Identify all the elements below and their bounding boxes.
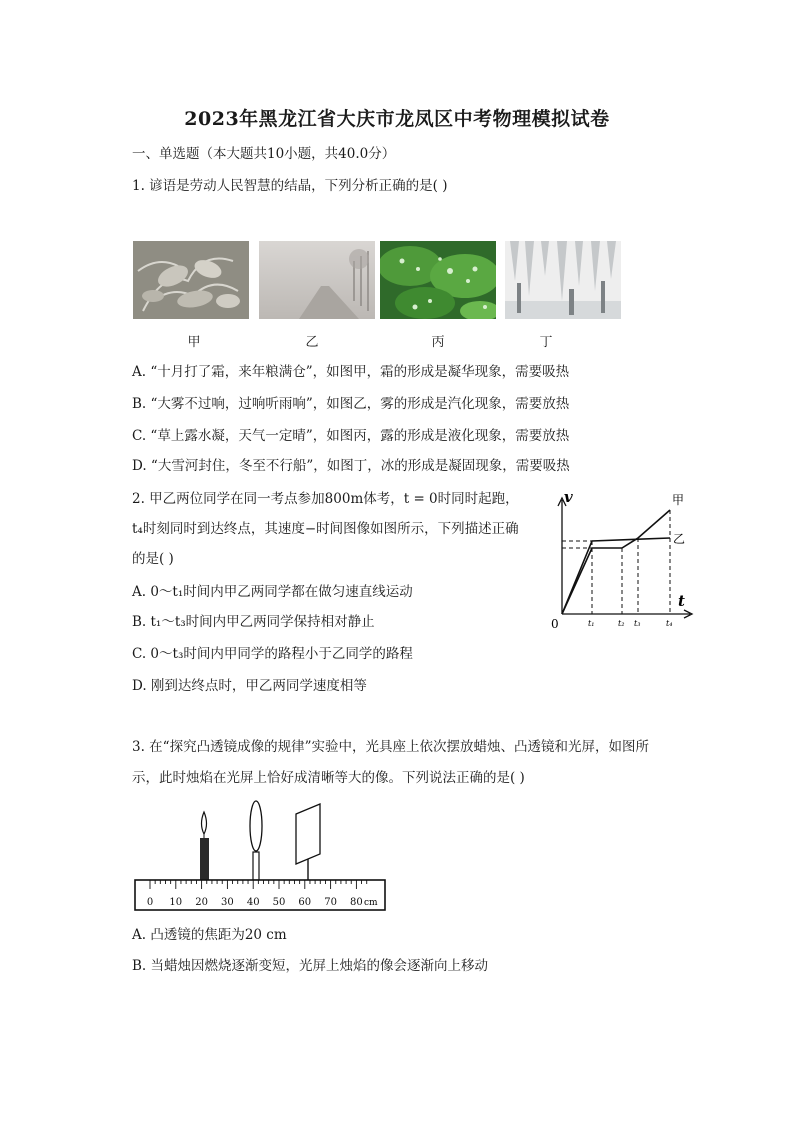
page-title: 2023年黑龙江省大庆市龙凤区中考物理模拟试卷 xyxy=(184,108,610,130)
caption-jia: 甲 xyxy=(187,335,201,350)
ruler-label: 50 xyxy=(272,897,286,908)
frost-photo xyxy=(133,241,249,319)
ruler-unit: cm xyxy=(364,898,378,908)
q3-option-b: B. 当蜡烛因燃烧逐渐变短，光屏上烛焰的像会逐渐向上移动 xyxy=(132,958,489,974)
dew-photo xyxy=(380,241,496,319)
q1-option-d: D. “大雪河封住，冬至不行船”，如图丁，冰的形成是凝固现象，需要吸热 xyxy=(132,458,570,474)
q1-option-a: A. “十月打了霜，来年粮满仓”，如图甲，霜的形成是凝华现象，需要吸热 xyxy=(132,364,570,380)
ruler-label: 30 xyxy=(221,897,234,908)
velocity-time-graph xyxy=(546,488,696,632)
origin-label: 0 xyxy=(551,617,559,631)
q2-option-a: A. 0～t₁时间内甲乙两同学都在做匀速直线运动 xyxy=(132,584,413,600)
q2-stem-line-1: 2. 甲乙两位同学在同一考点参加800m体考，t = 0时同时起跑， xyxy=(132,491,519,507)
q1-option-c: C. “草上露水凝，天气一定晴”，如图丙，露的形成是液化现象，需要放热 xyxy=(132,428,570,444)
candle-body xyxy=(200,838,209,880)
tick-t2: t₂ xyxy=(618,619,625,628)
tick-t4: t₄ xyxy=(666,619,673,628)
q3-stem-line-1: 3. 在“探究凸透镜成像的规律”实验中，光具座上依次摆放蜡烛、凸透镜和光屏，如图所 xyxy=(132,739,649,755)
q3-stem-line-2: 示，此时烛焰在光屏上恰好成清晰等大的像。下列说法正确的是( ) xyxy=(132,770,525,786)
jia-label: 甲 xyxy=(672,493,685,507)
convex-lens xyxy=(250,801,262,880)
light-screen xyxy=(296,804,320,880)
ruler-label: 70 xyxy=(324,897,337,908)
candle-flame xyxy=(202,812,207,834)
ice-photo xyxy=(505,241,621,319)
caption-ding: 丁 xyxy=(539,335,553,350)
v-label: v xyxy=(564,488,573,506)
ruler-label: 20 xyxy=(195,897,208,908)
yi-line xyxy=(562,538,670,614)
q2-option-c: C. 0～t₃时间内甲同学的路程小于乙同学的路程 xyxy=(132,646,413,662)
q3-option-a: A. 凸透镜的焦距为20 cm xyxy=(132,927,287,943)
ruler-label: 80 xyxy=(350,897,363,908)
jia-line xyxy=(562,510,670,614)
ruler-label: 10 xyxy=(169,897,183,908)
q2-option-d: D. 刚到达终点时，甲乙两同学速度相等 xyxy=(132,678,367,694)
q2-stem-line-2: t₄时刻同时到达终点，其速度−时间图像如图所示，下列描述正确 xyxy=(132,521,519,537)
fog-photo xyxy=(259,241,375,319)
tick-t1: t₁ xyxy=(588,619,595,628)
candle xyxy=(200,812,209,880)
caption-yi: 乙 xyxy=(305,335,319,350)
yi-label: 乙 xyxy=(673,532,686,546)
q2-stem-line-3: 的是( ) xyxy=(132,551,174,567)
lens-holder xyxy=(253,852,259,880)
q1-option-b: B. “大雾不过响，过响听雨响”，如图乙，雾的形成是汽化现象，需要放热 xyxy=(132,396,570,412)
question-1-stem: 1. 谚语是劳动人民智慧的结晶，下列分析正确的是( ) xyxy=(132,178,448,194)
ruler-label: 60 xyxy=(298,897,312,908)
tick-t3: t₃ xyxy=(634,619,641,628)
ruler-label: 0 xyxy=(146,897,154,908)
q2-option-b: B. t₁～t₃时间内甲乙两同学保持相对静止 xyxy=(132,614,375,630)
t-label: t xyxy=(678,592,685,610)
ruler-label: 40 xyxy=(246,897,260,908)
caption-bing: 丙 xyxy=(431,335,445,350)
section-heading: 一、单选题（本大题共10小题，共40.0分） xyxy=(132,146,396,162)
optical-bench-diagram xyxy=(132,798,388,914)
